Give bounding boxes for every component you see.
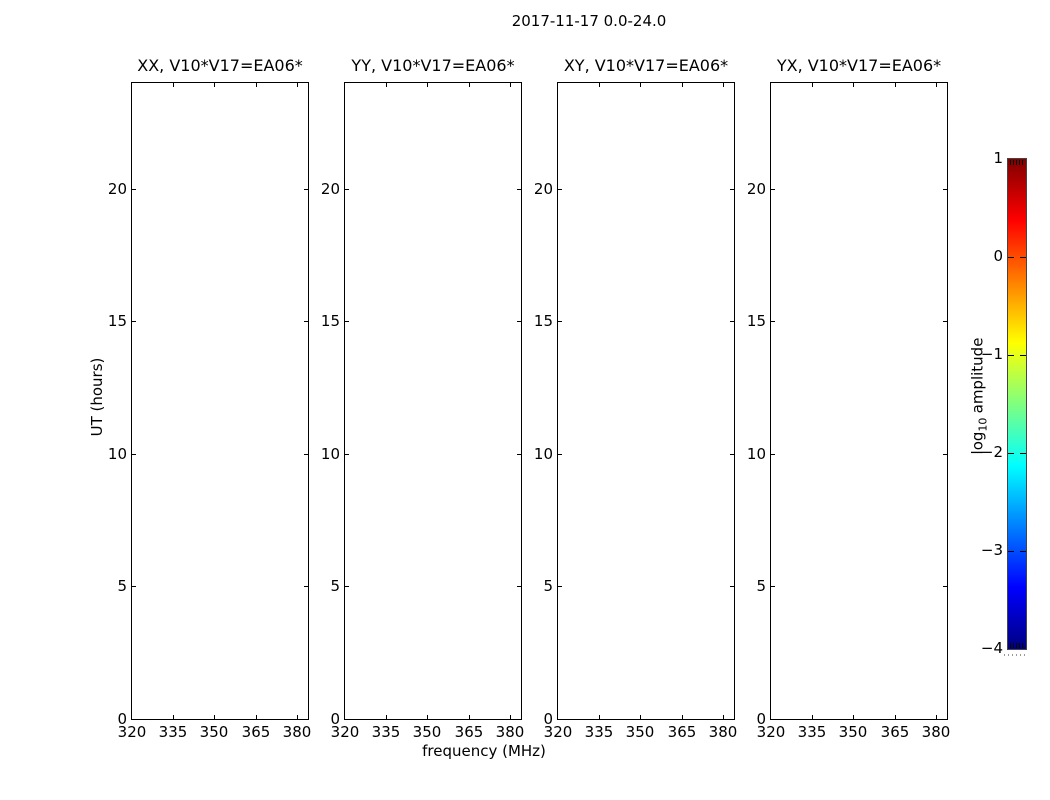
x-tick — [386, 715, 387, 719]
x-tick-label: 350 — [838, 723, 868, 741]
y-tick-label: 15 — [107, 312, 127, 330]
y-tick — [558, 586, 562, 587]
y-tick — [730, 586, 734, 587]
x-tick — [682, 83, 683, 87]
x-tick-label: 380 — [921, 723, 951, 741]
panel-title: XY, V10*V17=EA06* — [563, 56, 729, 75]
x-tick — [510, 83, 511, 87]
panel-xx — [107, 56, 312, 741]
y-tick — [132, 586, 136, 587]
x-tick — [256, 83, 257, 87]
x-tick — [599, 83, 600, 87]
x-tick — [812, 715, 813, 719]
x-tick — [469, 715, 470, 719]
y-tick-label: 20 — [746, 180, 766, 198]
y-tick — [132, 189, 136, 190]
x-tick — [427, 83, 428, 87]
panel-title: YY, V10*V17=EA06* — [351, 56, 515, 75]
x-tick — [297, 715, 298, 719]
x-tick-label: 335 — [158, 723, 188, 741]
colorbar-tick-label: −4 — [980, 639, 1003, 657]
x-tick-label: 320 — [117, 723, 147, 741]
x-tick-label: 380 — [495, 723, 525, 741]
y-tick-label: 0 — [756, 710, 766, 728]
y-tick — [943, 586, 947, 587]
y-tick — [771, 189, 775, 190]
x-tick-label: 335 — [797, 723, 827, 741]
x-tick — [297, 83, 298, 87]
y-tick-label: 5 — [330, 577, 340, 595]
y-tick — [517, 321, 521, 322]
y-tick — [345, 321, 349, 322]
y-tick — [517, 189, 521, 190]
colorbar-tick-label: −1 — [980, 345, 1003, 363]
y-tick — [304, 321, 308, 322]
x-tick-label: 320 — [756, 723, 786, 741]
y-tick — [943, 189, 947, 190]
colorbar-tick-label: 1 — [993, 149, 1003, 167]
x-tick — [936, 83, 937, 87]
x-tick — [682, 715, 683, 719]
x-tick — [173, 715, 174, 719]
x-tick-label: 365 — [667, 723, 697, 741]
y-tick — [345, 586, 349, 587]
y-tick — [517, 454, 521, 455]
x-tick-label: 380 — [282, 723, 312, 741]
colorbar-tick-label: −2 — [980, 443, 1003, 461]
colorbar-tick — [1020, 355, 1026, 356]
x-tick — [386, 83, 387, 87]
panel-title: XX, V10*V17=EA06* — [137, 56, 303, 75]
y-tick — [771, 454, 775, 455]
colorbar — [1007, 158, 1027, 650]
x-tick — [853, 83, 854, 87]
x-tick — [936, 715, 937, 719]
x-tick-label: 335 — [584, 723, 614, 741]
x-axis-label: frequency (MHz) — [422, 742, 546, 760]
x-tick-label: 350 — [199, 723, 229, 741]
x-tick-label: 350 — [625, 723, 655, 741]
y-tick — [730, 321, 734, 322]
y-tick-label: 20 — [320, 180, 340, 198]
x-tick — [640, 715, 641, 719]
y-tick — [304, 586, 308, 587]
colorbar-tick — [1020, 453, 1026, 454]
colorbar-tick-label: −3 — [980, 541, 1003, 559]
y-tick — [345, 189, 349, 190]
colorbar-tick-label: 0 — [993, 247, 1003, 265]
colorbar-axis-label — [969, 338, 990, 455]
y-tick — [771, 586, 775, 587]
y-tick-label: 0 — [117, 710, 127, 728]
y-tick — [132, 321, 136, 322]
x-tick-label: 320 — [330, 723, 360, 741]
x-tick — [599, 715, 600, 719]
x-tick — [214, 715, 215, 719]
panel-xy — [533, 56, 738, 741]
colorbar-minor-ticks-bottom — [1010, 643, 1024, 648]
y-tick-label: 5 — [117, 577, 127, 595]
colorbar-bottom-dots — [1004, 654, 1028, 656]
x-tick-label: 365 — [241, 723, 271, 741]
colorbar-tick — [1020, 257, 1026, 258]
x-tick — [640, 83, 641, 87]
y-tick-label: 15 — [746, 312, 766, 330]
y-tick-label: 10 — [533, 445, 553, 463]
figure-title: 2017-11-17 0.0-24.0 — [511, 12, 667, 30]
x-tick — [895, 83, 896, 87]
y-tick-label: 5 — [756, 577, 766, 595]
y-tick — [943, 321, 947, 322]
y-tick — [558, 321, 562, 322]
y-tick — [304, 189, 308, 190]
y-tick-label: 15 — [533, 312, 553, 330]
x-tick — [853, 715, 854, 719]
x-tick-label: 365 — [880, 723, 910, 741]
y-tick — [771, 321, 775, 322]
colorbar-tick — [1008, 355, 1014, 356]
y-tick-label: 20 — [107, 180, 127, 198]
x-tick — [723, 83, 724, 87]
panel-yx — [746, 56, 951, 741]
x-tick — [510, 715, 511, 719]
y-tick — [304, 454, 308, 455]
y-tick-label: 15 — [320, 312, 340, 330]
y-tick-label: 20 — [533, 180, 553, 198]
x-tick-label: 350 — [412, 723, 442, 741]
x-tick — [214, 83, 215, 87]
x-tick — [895, 715, 896, 719]
y-tick — [517, 586, 521, 587]
y-tick — [943, 454, 947, 455]
y-tick-label: 10 — [746, 445, 766, 463]
y-tick-label: 0 — [543, 710, 553, 728]
x-tick — [256, 715, 257, 719]
x-tick — [812, 83, 813, 87]
y-tick — [730, 454, 734, 455]
y-tick — [345, 454, 349, 455]
y-tick — [558, 189, 562, 190]
colorbar-tick — [1008, 257, 1014, 258]
x-tick — [427, 715, 428, 719]
y-tick-label: 5 — [543, 577, 553, 595]
x-tick-label: 320 — [543, 723, 573, 741]
y-tick — [730, 189, 734, 190]
panel-title: YX, V10*V17=EA06* — [776, 56, 942, 75]
colorbar-label-log: log — [968, 431, 987, 455]
colorbar-label-subscript: 10 — [976, 417, 990, 432]
y-tick — [132, 454, 136, 455]
y-tick-label: 10 — [320, 445, 340, 463]
colorbar-minor-ticks-top — [1010, 160, 1024, 165]
x-tick — [469, 83, 470, 87]
x-tick — [173, 83, 174, 87]
x-tick-label: 365 — [454, 723, 484, 741]
colorbar-tick — [1020, 551, 1026, 552]
y-tick-label: 10 — [107, 445, 127, 463]
y-axis-label: UT (hours) — [88, 357, 106, 437]
x-tick-label: 335 — [371, 723, 401, 741]
panel-yy — [320, 56, 525, 741]
y-tick — [558, 454, 562, 455]
x-tick-label: 380 — [708, 723, 738, 741]
colorbar-tick — [1008, 551, 1014, 552]
colorbar-label-amplitude: amplitude — [968, 337, 987, 414]
y-tick-label: 0 — [330, 710, 340, 728]
colorbar-tick — [1008, 453, 1014, 454]
x-tick — [723, 715, 724, 719]
